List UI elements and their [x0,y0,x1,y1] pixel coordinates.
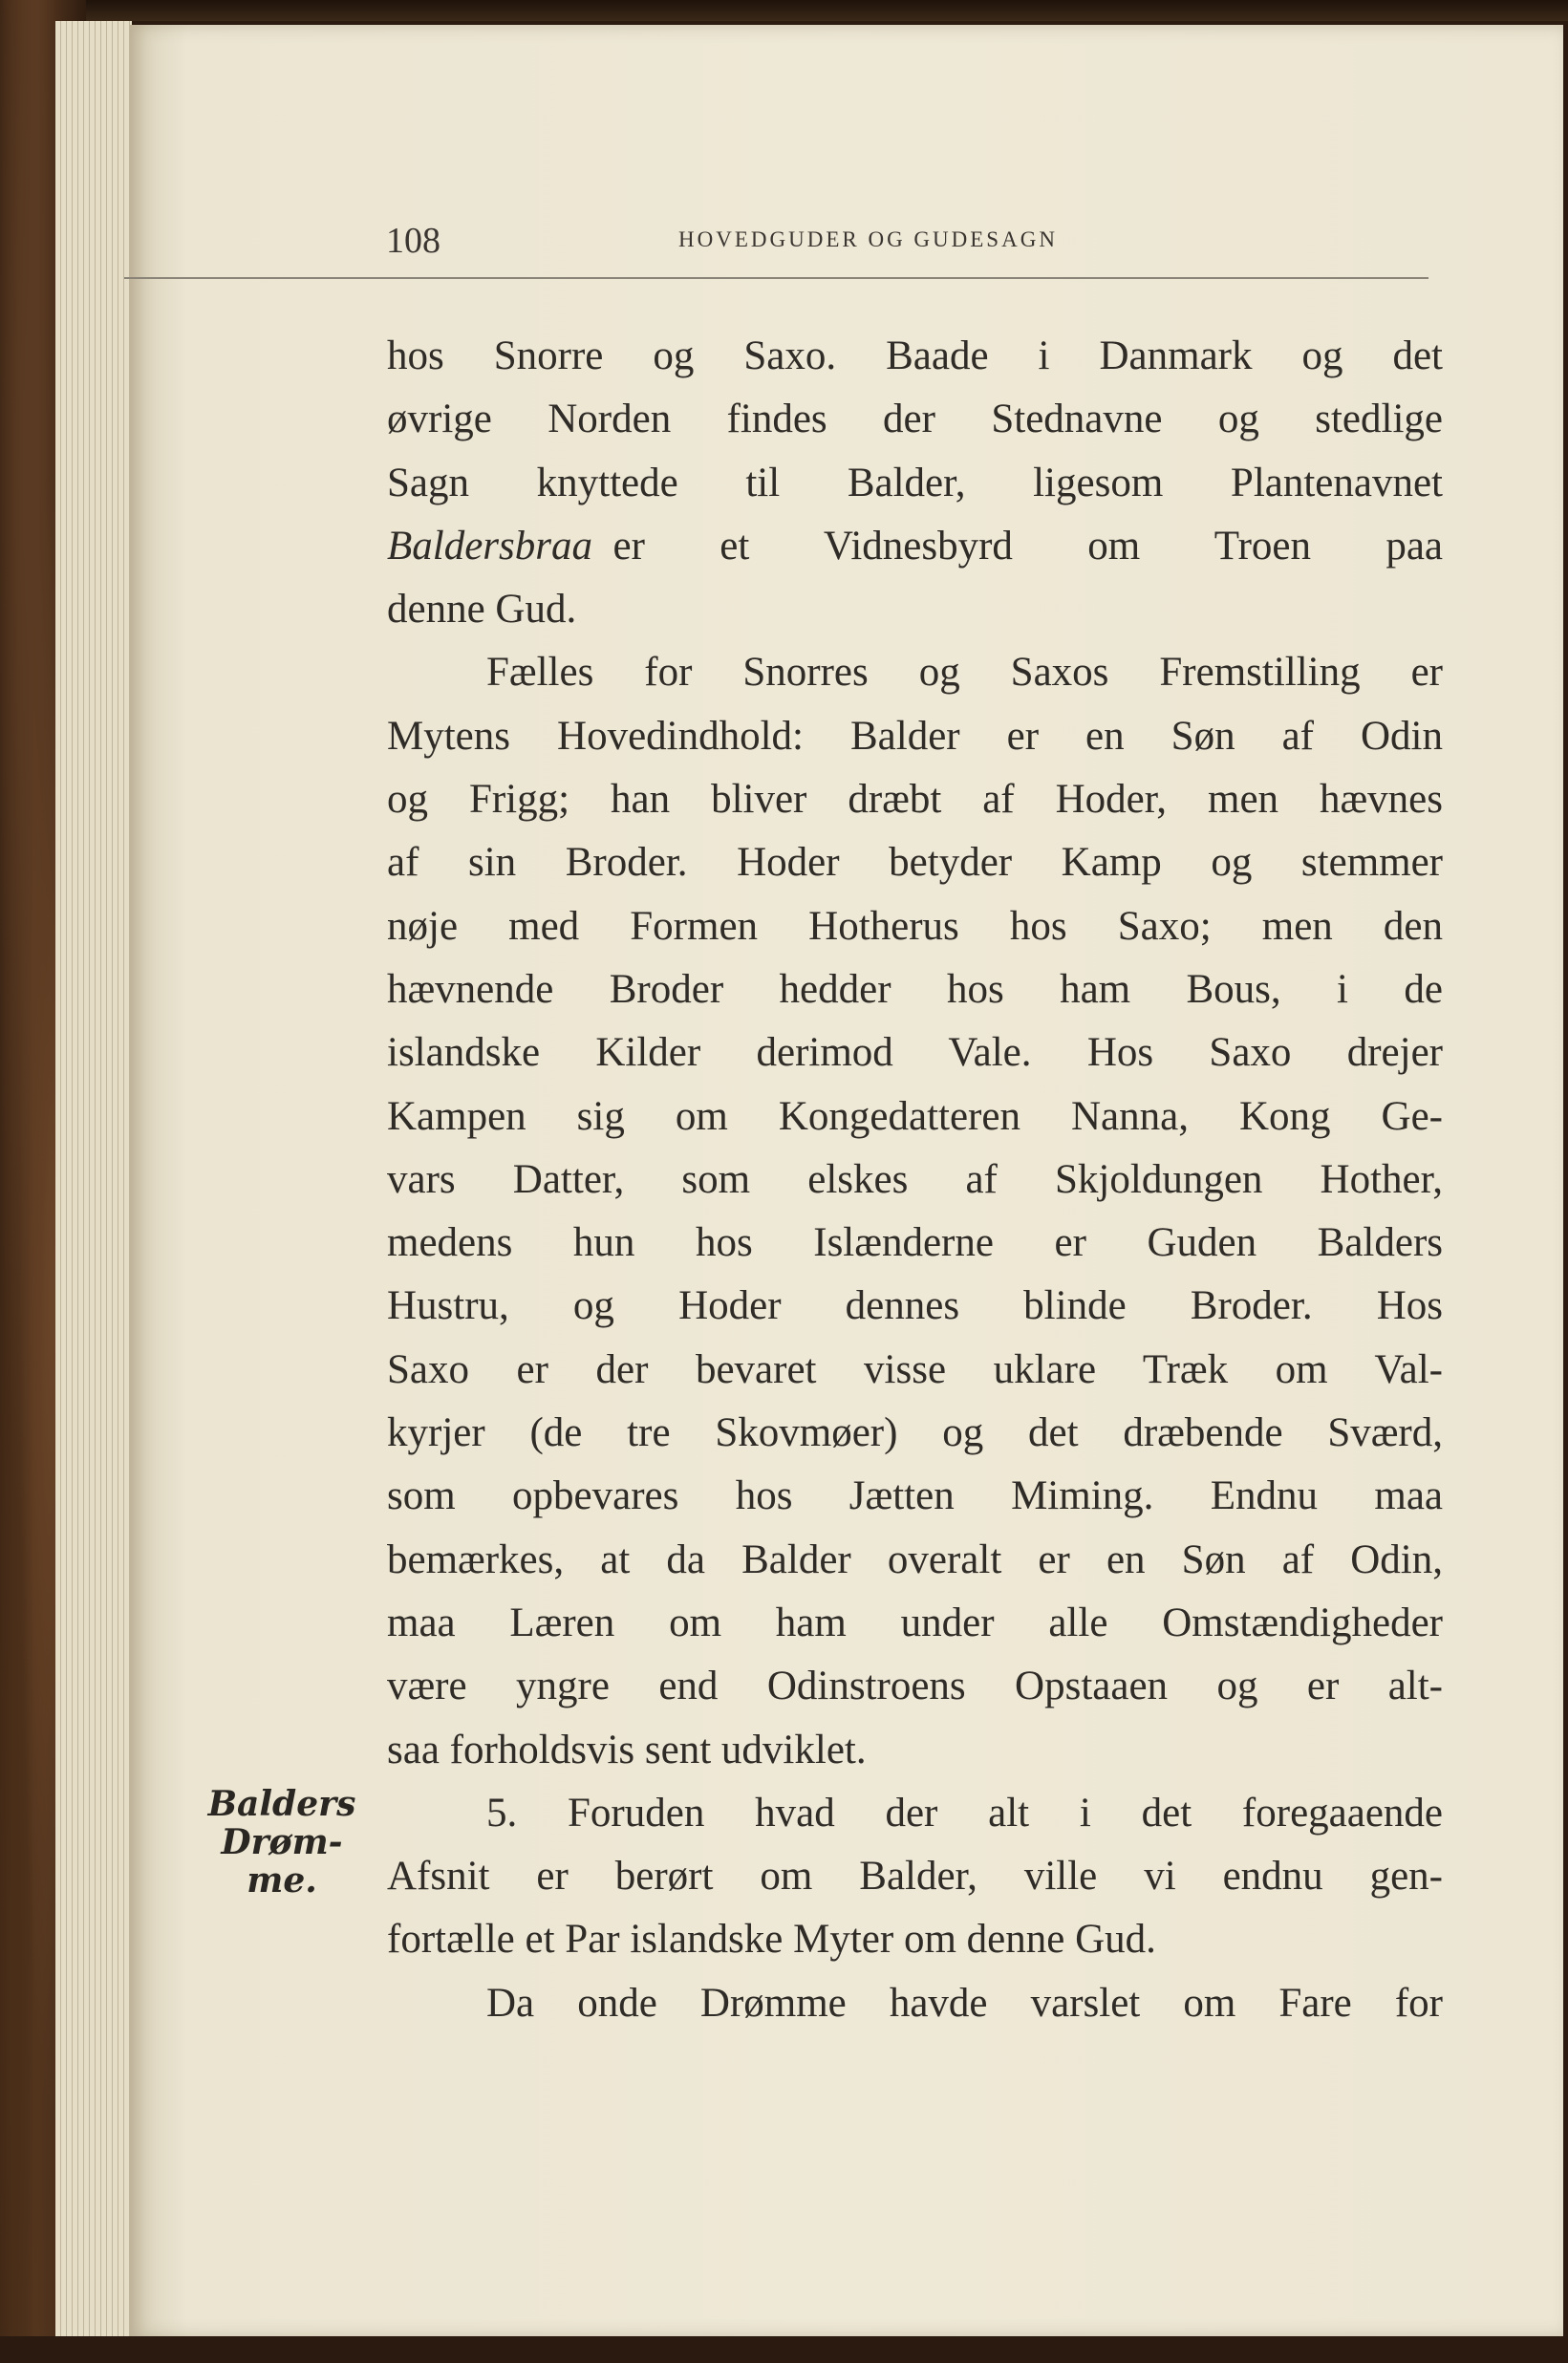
text-line: af sin Broder. Hoder betyder Kamp og stemmer [387,840,1443,886]
section-start-line: 5. Foruden hvad der alt i det foregaaende [486,1790,1443,1836]
text-line: Kampen sig om Kongedatteren Nanna, Kong Ge- [387,1093,1443,1139]
text-line: og Frigg; han bliver dræbt af Hoder, men hævnes [387,777,1443,823]
page-header [382,220,1443,261]
text-line: Da onde Drømme havde varslet om Fare for [486,1980,1443,2026]
text-line: øvrige Norden findes der Stednavne og stedlige [387,397,1443,442]
text-line: Fælles for Snorres og Saxos Fremstilling er [486,650,1443,696]
text-line: som opbevares hos Jætten Miming. Endnu maa [387,1473,1443,1519]
text-line: vars Datter, som elskes af Skjoldungen Hother, [387,1156,1443,1202]
text-line: hævnende Broder hedder hos ham Bous, i de [387,966,1443,1012]
text-line: islandske Kilder derimod Vale. Hos Saxo drejer [387,1030,1443,1076]
text-line: bemærkes, at da Balder overalt er en Søn af Odin, [387,1536,1443,1582]
body-text [387,325,1443,2035]
text-line: Saxo er der bevaret visse uklare Træk om Val- [387,1346,1443,1392]
text-line: Afsnit er berørt om Balder, ville vi endnu gen- [387,1854,1443,1900]
text-line: medens hun hos Islænderne er Guden Balders [387,1220,1443,1266]
text-line: fortælle et Par islandske Myter om denne Gud. [387,1917,1156,1963]
text-line: nøje med Formen Hotherus hos Saxo; men den [387,903,1443,949]
marginal-note-line: Drøm- [221,1822,343,1862]
marginal-note-line: Balders [207,1784,356,1824]
italic-plant-name: Baldersbraa [387,523,592,569]
text-line: Sagn knyttede til Balder, ligesom Plantenavnet [387,460,1443,505]
marginal-note-line: me. [247,1860,317,1901]
text-line: Hustru, og Hoder dennes blinde Broder. Hos [387,1283,1443,1329]
text-line: saa forholdsvis sent udviklet. [387,1727,867,1772]
text-line-rest: er et Vidnesbyrd om Troen paa [612,523,1443,569]
book-top-edge [0,0,1568,21]
text-line: være yngre end Odinstroens Opstaaen og er alt- [387,1664,1443,1709]
marginal-note [172,1785,392,1900]
text-line: maa Læren om ham under alle Omstændigheder [387,1600,1443,1645]
page-number: 108 [386,221,440,261]
running-head: HOVEDGUDER OG GUDESAGN [678,227,1058,251]
text-line: denne Gud. [387,587,577,633]
text-line: hos Snorre og Saxo. Baade i Danmark og det [387,333,1443,378]
text-line: kyrjer (de tre Skovmøer) og det dræbende Sværd, [387,1410,1443,1456]
header-rule [124,277,1428,279]
text-line: Mytens Hovedindhold: Balder er en Søn af Odin [387,713,1443,759]
page-stack-edges [55,21,132,2343]
text-line [387,515,1443,578]
book-bottom-edge [0,2336,1568,2363]
